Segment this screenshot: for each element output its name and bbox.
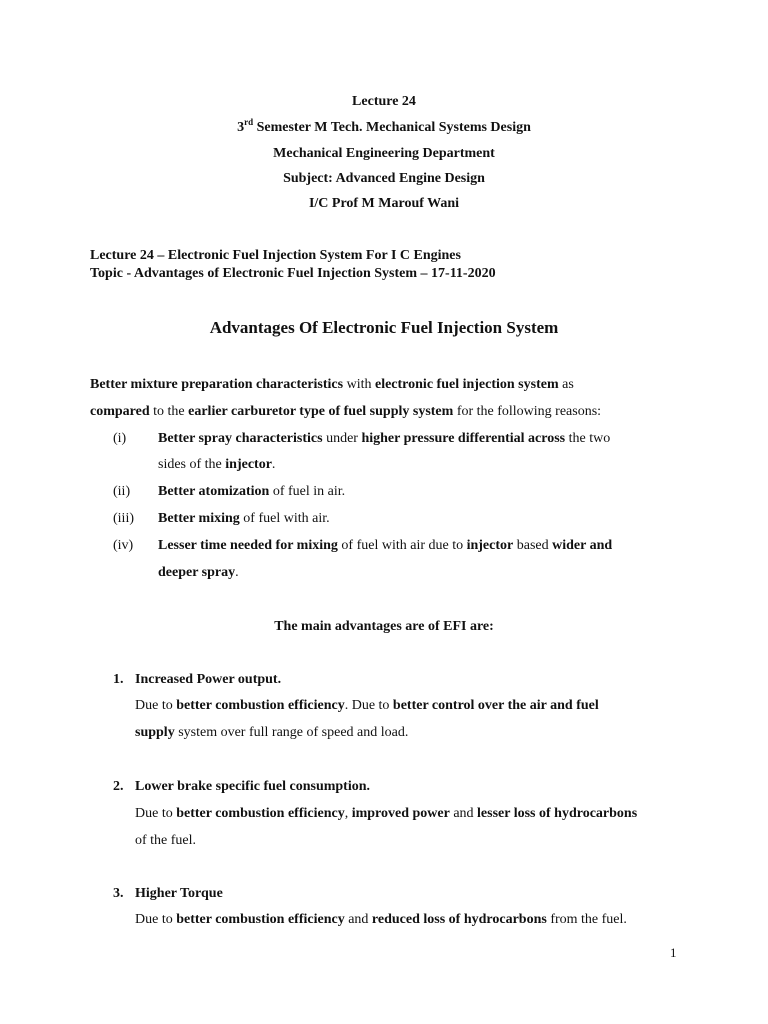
text-run: and [344, 912, 372, 927]
instructor: I/C Prof M Marouf Wani [308, 196, 460, 211]
text-run: . [271, 457, 276, 472]
advantage-line [135, 807, 637, 821]
advantage-line [135, 834, 196, 848]
bold-text-run: wider and [552, 538, 613, 553]
advantage-line [135, 726, 408, 740]
bold-text-run: injector [225, 457, 272, 472]
page-title: Advantages Of Electronic Fuel Injection System [209, 318, 559, 337]
lecture-number: Lecture 24 [352, 94, 416, 109]
reason-number: (ii) [113, 484, 131, 499]
bold-text-run: improved power [351, 806, 450, 821]
reason-line [158, 432, 610, 446]
text-run: of fuel in air. [269, 484, 346, 499]
bold-text-run: better control over the air and fuel [392, 698, 599, 713]
bold-text-run: deeper spray [158, 565, 236, 580]
bold-text-run: reduced loss of hydrocarbons [371, 912, 547, 927]
text-run: the two [565, 431, 611, 446]
bold-text-run: lesser loss of hydrocarbons [477, 806, 638, 821]
bold-text-run: Lesser time needed for mixing [158, 538, 338, 553]
text-run: Due to [135, 698, 177, 713]
bold-text-run: earlier carburetor type of fuel supply system [188, 404, 454, 419]
reason-line [158, 539, 612, 553]
text-run: Due to [135, 806, 177, 821]
page-number: 1 [670, 945, 677, 960]
bold-text-run: compared [90, 404, 150, 419]
bold-text-run: higher pressure differential across [361, 431, 566, 446]
lecture-line: Lecture 24 – Electronic Fuel Injection System For I C Engines [90, 248, 461, 263]
text-run: to the [149, 404, 189, 419]
bold-text-run: injector [466, 538, 514, 553]
text-run: of fuel with air due to [337, 538, 467, 553]
advantages-heading: The main advantages are of EFI are: [274, 619, 494, 634]
bold-text-run: supply [135, 725, 175, 740]
text-run: Due to [135, 912, 177, 927]
advantage-line [135, 913, 627, 927]
advantage-line [135, 699, 599, 713]
intro-line-2 [90, 405, 601, 419]
semester-line [0, 117, 768, 135]
text-run: of fuel with air. [239, 511, 330, 526]
bold-text-run: better combustion efficiency [176, 806, 345, 821]
text-run: . Due to [344, 698, 393, 713]
bold-text-run: better combustion efficiency [176, 698, 345, 713]
advantage-heading: Higher Torque [135, 886, 223, 901]
reason-line [158, 566, 239, 580]
advantage-heading: Increased Power output. [135, 672, 282, 687]
subject: Subject: Advanced Engine Design [283, 171, 485, 186]
text-run: and [449, 806, 478, 821]
text-run: , [344, 806, 352, 821]
reason-number: (i) [113, 431, 127, 446]
department: Mechanical Engineering Department [273, 146, 495, 161]
reason-line [158, 458, 275, 472]
bold-text-run: electronic fuel injection system [374, 377, 559, 392]
advantage-number: 3. [113, 886, 124, 901]
text-run: system over full range of speed and load. [174, 725, 409, 740]
bold-text-run: Better atomization [158, 484, 270, 499]
text-run: with [343, 377, 375, 392]
text-run: from the fuel. [546, 912, 627, 927]
semester-rest: Semester M Tech. Mechanical Systems Design [253, 120, 531, 135]
advantage-number: 1. [113, 672, 124, 687]
reason-line [158, 485, 345, 499]
text-run: based [513, 538, 553, 553]
text-run: under [322, 431, 362, 446]
semester-suffix: rd [244, 117, 254, 127]
text-run: sides of the [158, 457, 226, 472]
intro-line-1 [90, 378, 574, 392]
text-run: for the following reasons: [453, 404, 602, 419]
bold-text-run: Better spray characteristics [158, 431, 323, 446]
reason-line [158, 512, 330, 526]
advantage-number: 2. [113, 779, 124, 794]
text-run: as [558, 377, 574, 392]
bold-text-run: Better mixture preparation characteristics [90, 377, 344, 392]
reason-number: (iii) [113, 511, 134, 526]
bold-text-run: better combustion efficiency [176, 912, 345, 927]
topic-line: Topic - Advantages of Electronic Fuel Injection System – 17-11-2020 [90, 266, 496, 281]
semester-number: 3 [237, 120, 245, 135]
text-run: of the fuel. [135, 833, 197, 848]
text-run: . [235, 565, 239, 580]
reason-number: (iv) [113, 538, 134, 553]
advantage-heading: Lower brake specific fuel consumption. [135, 779, 371, 794]
bold-text-run: Better mixing [158, 511, 240, 526]
